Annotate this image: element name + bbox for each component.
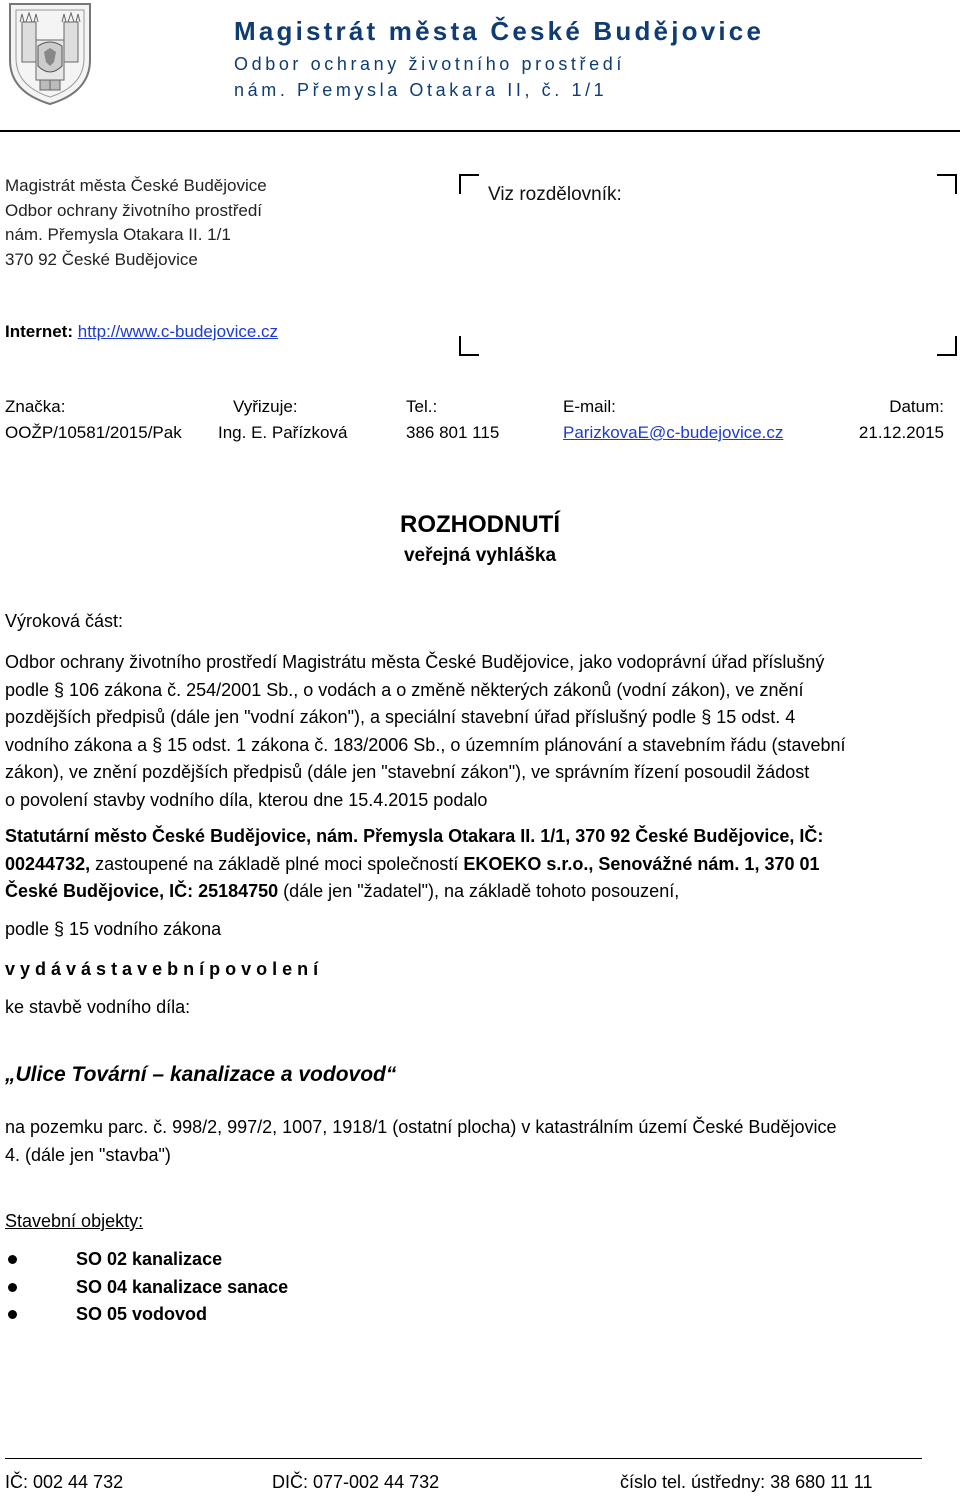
representative: EKOEKO s.r.o., Senovážné nám. 1, 370 01: [463, 853, 820, 874]
address-corner-bl: [459, 336, 479, 356]
list-item: [5, 1274, 949, 1302]
datum-label: Datum:: [889, 397, 944, 416]
website-link[interactable]: http://www.c-budejovice.cz: [77, 322, 279, 341]
applicant-line: Statutární město České Budějovice, nám. Přemysla Otakara II. 1/1, 370 92 České Budějovice, IČ:: [5, 826, 824, 846]
document-subtitle: veřejná vyhláška: [403, 545, 557, 566]
email-link[interactable]: ParizkovaE@c-budejovice.cz: [563, 423, 784, 442]
decision-statement: v y d á v á s t a v e b n í p o v o l e n í: [5, 959, 319, 979]
bullet-icon: [8, 1255, 17, 1264]
datum-value: 21.12.2015: [858, 423, 944, 442]
object-label: SO 04 kanalizace sanace: [76, 1276, 289, 1297]
location-paragraph: [5, 1114, 949, 1169]
list-item: [5, 1246, 949, 1274]
address-corner-br: [937, 336, 957, 356]
objects-label: Stavební objekty:: [5, 1211, 144, 1231]
vyrizuje-value: Ing. E. Pařízková: [218, 423, 348, 442]
footer-ic: IČ: 002 44 732: [5, 1472, 124, 1492]
header-title: Magistrát města České Budějovice: [234, 16, 765, 46]
internet-label: Internet:: [5, 322, 73, 341]
applicant-text: zastoupené na základě plné moci společností: [90, 853, 464, 874]
footer-dic: DIČ: 077-002 44 732: [272, 1472, 440, 1492]
tel-value: 386 801 115: [406, 423, 500, 442]
sender-line: nám. Přemysla Otakara II. 1/1: [5, 225, 231, 244]
paragraph-line: o povolení stavby vodního díla, kterou dne 15.4.2015 podalo: [5, 789, 488, 810]
email-label: E-mail:: [563, 397, 616, 416]
document-title: ROZHODNUTÍ: [400, 511, 560, 538]
location-line: 4. (dále jen "stavba"): [5, 1144, 171, 1165]
paragraph-line: vodního zákona a § 15 odst. 1 zákona č. 183/2006 Sb., o územním plánování a stavebním řádu (stavební: [5, 734, 846, 755]
address-corner-tl: [459, 174, 479, 194]
znacka-value: OOŽP/10581/2015/Pak: [5, 423, 182, 442]
sender-line: Magistrát města České Budějovice: [5, 176, 267, 195]
objects-list: [5, 1246, 949, 1329]
sender-address: [5, 174, 267, 272]
decision-paragraph: [5, 649, 949, 814]
paragraph-line: pozdějších předpisů (dále jen "vodní zákon"), a speciální stavební úřad příslušný podle § 15 odst. 4: [5, 707, 796, 727]
footer-divider: [5, 1458, 922, 1459]
decision-subject: ke stavbě vodního díla:: [5, 997, 191, 1017]
object-label: SO 05 vodovod: [76, 1304, 208, 1324]
znacka-label: Značka:: [5, 397, 66, 416]
legal-basis: podle § 15 vodního zákona: [5, 919, 222, 939]
section-label: Výroková část:: [5, 611, 124, 631]
paragraph-line: Odbor ochrany životního prostředí Magistrátu města České Budějovice, jako vodoprávní úřad příslušný: [5, 652, 825, 672]
bullet-icon: [8, 1310, 17, 1319]
vyrizuje-label: Vyřizuje:: [233, 397, 298, 416]
bullet-icon: [8, 1283, 17, 1292]
applicant-text: (dále jen "žadatel"), na základě tohoto posouzení,: [278, 881, 680, 901]
header-divider: [0, 130, 960, 132]
tel-label: Tel.:: [406, 397, 438, 416]
paragraph-line: zákon), ve znění pozdějších předpisů (dále jen "stavební zákon"), ve správním řízení posoudil žádost: [5, 762, 810, 782]
internet-line: [5, 322, 278, 342]
header-address: nám. Přemysla Otakara II, č. 1/1: [234, 80, 608, 100]
address-corner-tr: [937, 174, 957, 194]
paragraph-line: podle § 106 zákona č. 254/2001 Sb., o vodách a o změně některých zákonů (vodní zákon), ve znění: [5, 679, 804, 700]
object-label: SO 02 kanalizace: [76, 1249, 223, 1269]
project-name: „Ulice Tovární – kanalizace a vodovod“: [5, 1063, 397, 1086]
header-department: Odbor ochrany životního prostředí: [234, 54, 625, 74]
applicant-ic: 00244732,: [5, 853, 91, 874]
representative-city: České Budějovice, IČ: 25184750: [5, 881, 279, 901]
addressee: Viz rozdělovník:: [488, 184, 622, 205]
sender-line: 370 92 České Budějovice: [5, 249, 198, 269]
applicant-block: [5, 823, 949, 906]
location-line: na pozemku parc. č. 998/2, 997/2, 1007, 1918/1 (ostatní plocha) v katastrálním území České Budějovice: [5, 1117, 837, 1137]
footer-phone: číslo tel. ústředny: 38 680 11 11: [620, 1472, 873, 1492]
sender-line: Odbor ochrany životního prostředí: [5, 200, 263, 220]
list-item: [5, 1301, 949, 1329]
coat-of-arms-logo: [4, 0, 96, 106]
